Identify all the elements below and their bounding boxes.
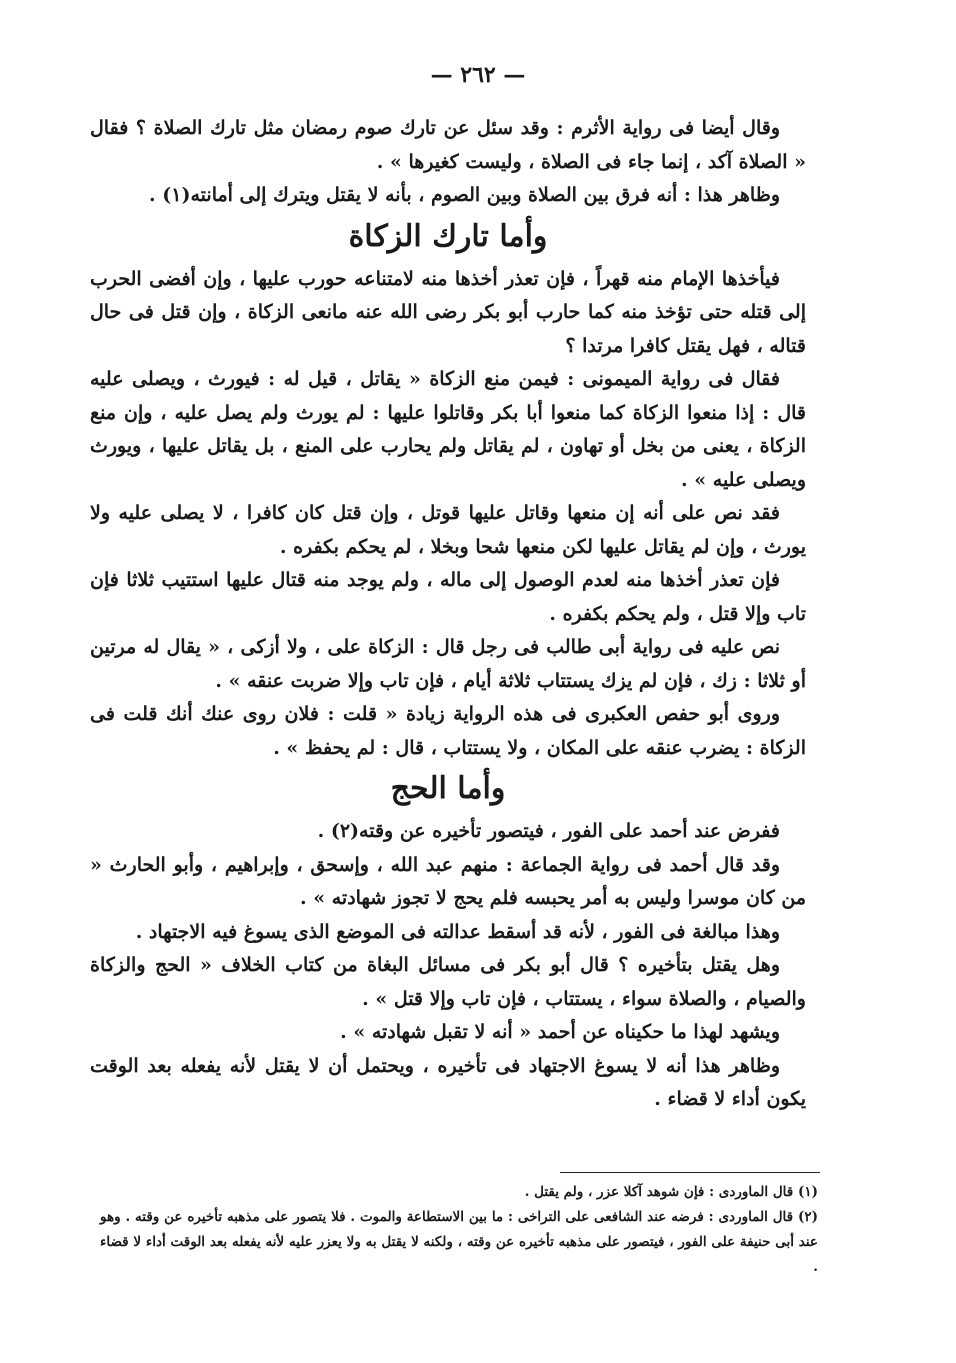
paragraph: فإن تعذر أخذها منه لعدم الوصول إلى ماله ، ولم يوجد منه قتال عليها استتيب ثلاثا فإن تاب وإلا قتل ، ولم يحكم بكفره . xyxy=(90,569,806,625)
paragraph: وظاهر هذا : أنه فرق بين الصلاة وبين الصوم ، بأنه لا يقتل ويترك إلى أمانته(١) . xyxy=(149,184,780,206)
paragraph: فيأخذها الإمام منه قهراً ، فإن تعذر أخذها منه لامتناعه حورب عليها ، وإن أفضى الحرب إلى قتله حتى تؤخذ منه كما حارب أبو بكر رضى الله عنه مانعى الزكاة ، وإن قتل فى حال قتاله ، فهل يقتل كافرا مرتدا ؟ xyxy=(90,267,806,357)
footnote: (١) قال الماوردى : فإن شوهد آكلا عزر ، ولم يقتل . xyxy=(524,1184,818,1200)
main-text xyxy=(90,112,806,1117)
paragraph: وروى أبو حفص العكبرى فى هذه الرواية زيادة « قلت : فلان روى عنك أنك قلت فى الزكاة : يضرب عنقه على المكان ، ولا يستتاب ، قال : لم يحفظ » . xyxy=(90,703,806,759)
section-heading: وأما الحج xyxy=(390,771,506,806)
paragraph: فقال فى رواية الميمونى : فيمن منع الزكاة « يقاتل ، قيل له : فيورث ، ويصلى عليه قال : إذا منعوا الزكاة كما منعوا أبا بكر وقاتلوا عليها : لم يورث ولم يصل عليه ، وإن منع الزكاة ، يعنى من بخل أو تهاون ، لم يقاتل ولم يحارب على المنع ، بل يقاتل عليها ، ويورث ويصلى عليه » . xyxy=(90,368,806,491)
paragraph: ويشهد لهذا ما حكيناه عن أحمد « أنه لا تقبل شهادته » . xyxy=(340,1021,780,1043)
paragraph: نص عليه فى رواية أبى طالب فى رجل قال : الزكاة على ، ولا أزكى ، « يقال له مرتين أو ثلاثا : زك ، فإن لم يزك يستتاب ثلاثة أيام ، فإن تاب وإلا ضربت عنقه » . xyxy=(90,636,806,692)
paragraph: وظاهر هذا أنه لا يسوغ الاجتهاد فى تأخيره ، ويحتمل أن لا يقتل لأنه يفعله بعد الوقت يكون أداء لا قضاء . xyxy=(90,1054,806,1110)
footnote: (٢) قال الماوردى : فرضه عند الشافعى على التراخى : ما بين الاستطاعة والموت . فلا يتصور على مذهبه تأخيره عن وقته . وهو عند أبى حنيفة على الفور ، فيتصور على مذهبه تأخيره عن وقته ، ولكنه لا يقتل به ولا يعزر عليه لأنه يفعله بعد الوقت أداء لا قضاء . xyxy=(100,1209,818,1275)
paragraph: فقد نص على أنه إن منعها وقاتل عليها قوتل ، وإن قتل كان كافرا ، لا يصلى عليه ولا يورث ، وإن لم يقاتل عليها لكن منعها شحا وبخلا ، لم يحكم بكفره . xyxy=(90,502,806,558)
section-heading: وأما تارك الزكاة xyxy=(348,218,548,254)
paragraph: وقد قال أحمد فى رواية الجماعة : منهم عبد الله ، وإسحق ، وإبراهيم ، وأبو الحارث « من كان موسرا وليس به أمر يحبسه فلم يحج لا تجوز شهادته » . xyxy=(90,853,806,909)
paragraph: وقال أيضا فى رواية الأثرم : وقد سئل عن تارك صوم رمضان مثل تارك الصلاة ؟ فقال « الصلاة آكد ، إنما جاء فى الصلاة ، وليست كغيرها » . xyxy=(90,117,806,173)
footnotes xyxy=(100,1180,818,1280)
paragraph: ففرض عند أحمد على الفور ، فيتصور تأخيره عن وقته(٢) . xyxy=(317,820,780,842)
paragraph: وهل يقتل بتأخيره ؟ قال أبو بكر فى مسائل البغاة من كتاب الخلاف « الحج والزكاة والصيام ، والصلاة سواء ، يستتاب ، فإن تاب وإلا قتل » . xyxy=(90,954,806,1010)
page-number: — ٢٦٢ — xyxy=(430,62,526,88)
paragraph: وهذا مبالغة فى الفور ، لأنه قد أسقط عدالته فى الموضع الذى يسوغ فيه الاجتهاد . xyxy=(135,920,780,943)
footnote-separator xyxy=(560,1172,820,1173)
